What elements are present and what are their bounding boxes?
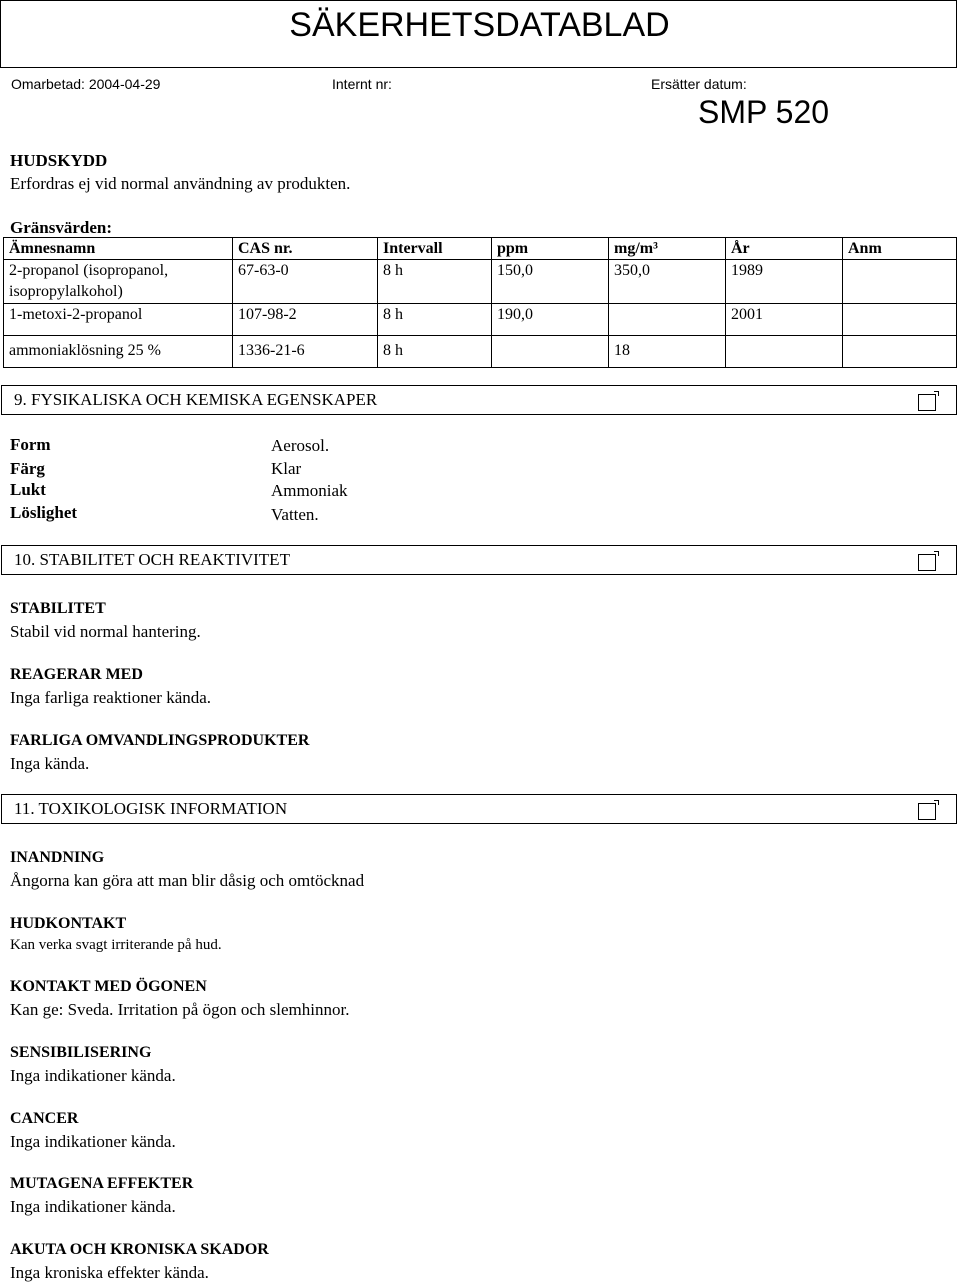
note-value bbox=[843, 336, 957, 368]
mutagenic-text: Inga indikationer kända. bbox=[10, 1197, 176, 1216]
section-11-title: 11. TOXIKOLOGISK INFORMATION bbox=[14, 799, 288, 818]
table-row bbox=[4, 304, 957, 336]
eye-contact-text: Kan ge: Sveda. Irritation på ögon och slemhinnor. bbox=[10, 1000, 350, 1019]
column-header: mg/m³ bbox=[609, 238, 726, 260]
document-title: SÄKERHETSDATABLAD bbox=[289, 6, 670, 44]
inhalation-text: Ångorna kan göra att man blir dåsig och omtöcknad bbox=[10, 871, 365, 890]
title-box bbox=[0, 0, 957, 68]
section-11-bar bbox=[1, 794, 957, 824]
note-value bbox=[843, 304, 957, 336]
interval: 8 h bbox=[378, 336, 492, 368]
substance-name: 1-metoxi-2-propanol bbox=[4, 304, 233, 336]
cancer-text: Inga indikationer kända. bbox=[10, 1132, 176, 1151]
cas-number: 107-98-2 bbox=[233, 304, 378, 336]
column-header: CAS nr. bbox=[233, 238, 378, 260]
year-value bbox=[726, 336, 843, 368]
property-label: Form bbox=[10, 435, 51, 454]
section-9-bar bbox=[1, 385, 957, 415]
stability-heading: STABILITET bbox=[10, 600, 106, 617]
reacts-with-heading: REAGERAR MED bbox=[10, 666, 143, 683]
ppm-value: 190,0 bbox=[492, 304, 609, 336]
substance-name: 2-propanol (isopropanol, isopropylalkohol) bbox=[4, 260, 233, 304]
inhalation-heading: INANDNING bbox=[10, 849, 105, 866]
mg-value bbox=[609, 304, 726, 336]
property-value: Vatten. bbox=[271, 505, 319, 524]
checkbox-icon bbox=[918, 803, 936, 820]
note-value bbox=[843, 260, 957, 304]
reacts-with-text: Inga farliga reaktioner kända. bbox=[10, 688, 212, 707]
table-header-row bbox=[4, 238, 957, 260]
ppm-value: 150,0 bbox=[492, 260, 609, 304]
skin-contact-heading: HUDKONTAKT bbox=[10, 915, 127, 932]
property-value: Ammoniak bbox=[271, 481, 348, 500]
acute-chronic-heading: AKUTA OCH KRONISKA SKADOR bbox=[10, 1241, 269, 1258]
eye-contact-heading: KONTAKT MED ÖGONEN bbox=[10, 978, 207, 995]
interval: 8 h bbox=[378, 304, 492, 336]
sensitization-text: Inga indikationer kända. bbox=[10, 1066, 176, 1085]
checkbox-icon bbox=[918, 554, 936, 571]
mutagenic-heading: MUTAGENA EFFEKTER bbox=[10, 1175, 194, 1192]
stability-text: Stabil vid normal hantering. bbox=[10, 622, 201, 641]
year-value: 2001 bbox=[726, 304, 843, 336]
column-header: ppm bbox=[492, 238, 609, 260]
property-label: Lukt bbox=[10, 480, 46, 499]
column-header: Ämnesnamn bbox=[4, 238, 233, 260]
table-row bbox=[4, 336, 957, 368]
skin-protection-text: Erfordras ej vid normal användning av produkten. bbox=[10, 174, 351, 193]
revised-date: Omarbetad: 2004-04-29 bbox=[11, 76, 161, 92]
year-value: 1989 bbox=[726, 260, 843, 304]
product-name: SMP 520 bbox=[698, 94, 830, 130]
cas-number: 1336-21-6 bbox=[233, 336, 378, 368]
replaces-date: Ersätter datum: bbox=[651, 76, 747, 92]
property-label: Färg bbox=[10, 459, 45, 478]
hazardous-products-text: Inga kända. bbox=[10, 754, 90, 773]
property-value: Klar bbox=[271, 459, 302, 478]
column-header: År bbox=[726, 238, 843, 260]
internal-number: Internt nr: bbox=[332, 76, 392, 92]
skin-protection-heading: HUDSKYDD bbox=[10, 151, 108, 170]
cas-number: 67-63-0 bbox=[233, 260, 378, 304]
table-row bbox=[4, 260, 957, 304]
interval: 8 h bbox=[378, 260, 492, 304]
cancer-heading: CANCER bbox=[10, 1110, 79, 1127]
hazardous-products-heading: FARLIGA OMVANDLINGSPRODUKTER bbox=[10, 732, 310, 749]
sensitization-heading: SENSIBILISERING bbox=[10, 1044, 152, 1061]
column-header: Intervall bbox=[378, 238, 492, 260]
section-9-title: 9. FYSIKALISKA OCH KEMISKA EGENSKAPER bbox=[14, 390, 378, 409]
column-header: Anm bbox=[843, 238, 957, 260]
substance-name: ammoniaklösning 25 % bbox=[4, 336, 233, 368]
ppm-value bbox=[492, 336, 609, 368]
property-label: Löslighet bbox=[10, 503, 78, 522]
property-value: Aerosol. bbox=[271, 436, 330, 455]
acute-chronic-text: Inga kroniska effekter kända. bbox=[10, 1263, 209, 1282]
mg-value: 18 bbox=[609, 336, 726, 368]
section-10-title: 10. STABILITET OCH REAKTIVITET bbox=[14, 550, 290, 569]
checkbox-icon bbox=[918, 394, 936, 411]
section-10-bar bbox=[1, 545, 957, 575]
mg-value: 350,0 bbox=[609, 260, 726, 304]
limits-heading: Gränsvärden: bbox=[10, 218, 112, 237]
limits-table bbox=[3, 237, 957, 368]
skin-contact-text: Kan verka svagt irriterande på hud. bbox=[10, 937, 222, 953]
